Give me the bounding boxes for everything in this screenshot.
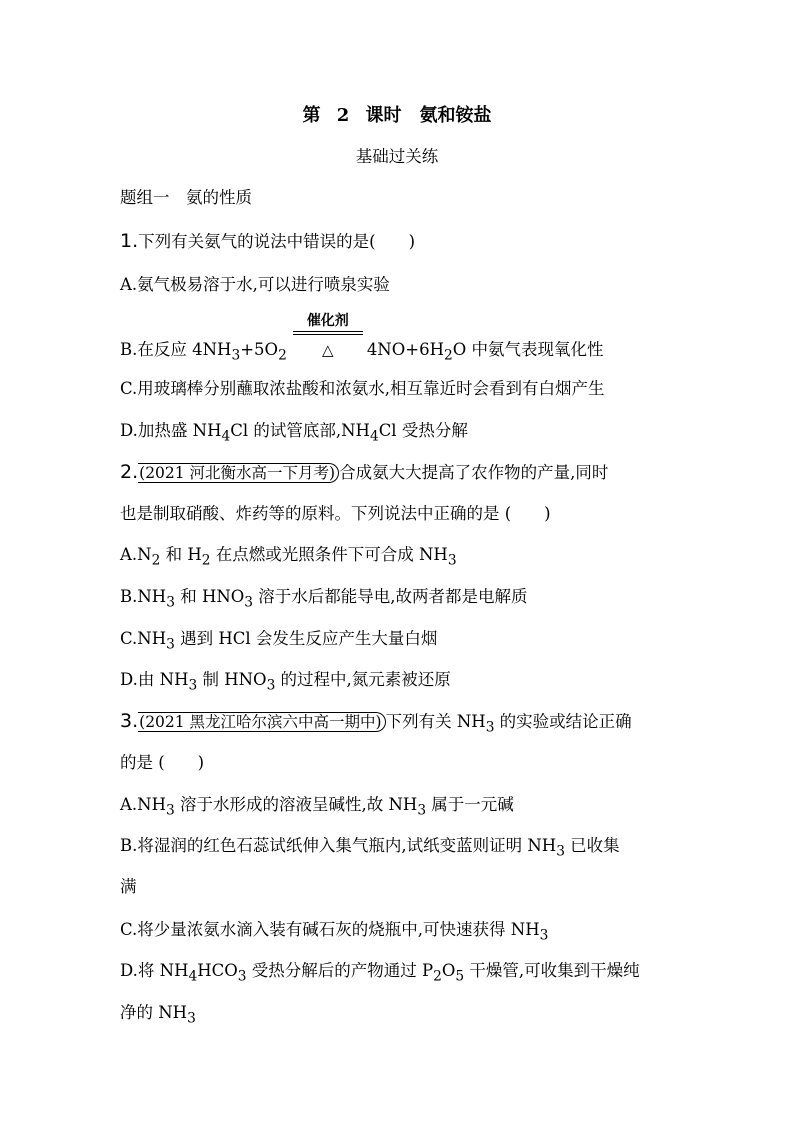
question-2-option-c [120, 628, 437, 655]
q3-d-t1: D.将 NH [120, 961, 189, 980]
option-d-sub-2: 4 [369, 428, 379, 445]
question-2-option-a [120, 544, 457, 571]
q2-b-s1: 3 [166, 594, 175, 611]
question-group-label: 题组一 氨的性质 [120, 188, 252, 207]
reaction-condition [293, 313, 363, 361]
q2-a-t2: 和 H [160, 545, 202, 564]
question-3-option-d-line1 [120, 960, 640, 987]
equation-bar-top [293, 331, 363, 332]
q3-d-s2: 3 [237, 968, 247, 985]
q2-d-t3: 的过程中,氮元素被还原 [275, 670, 451, 689]
question-1-option-a: A.氨气极易溶于水,可以进行喷泉实验 [120, 275, 390, 294]
question-1-option-c: C.用玻璃棒分别蘸取浓盐酸和浓氨水,相互靠近时会看到有白烟产生 [120, 379, 605, 398]
question-1-answer-blank: ( ) [369, 232, 416, 251]
q3-b-s1: 3 [556, 843, 565, 860]
q2-d-t2: 制 HNO [197, 670, 267, 689]
q3-d-s3: 2 [433, 968, 442, 985]
q2-a-t1: A.N [120, 545, 152, 564]
question-1-option-d [120, 420, 468, 447]
q3-d-s4: 5 [455, 968, 465, 985]
question-3-stem-line1 [120, 710, 632, 738]
option-b-sub-1: 3 [231, 347, 241, 364]
question-1-number: 1. [120, 230, 139, 252]
q2-d-s2: 3 [266, 677, 276, 694]
q2-d-t1: D.由 NH [120, 670, 189, 689]
q3-d-t5: 干燥管,可收集到干燥纯 [464, 961, 640, 980]
question-3-answer-blank: ( ) [158, 753, 205, 772]
q2-a-s1: 2 [151, 552, 161, 569]
question-1-text: 下列有关氨气的说法中错误的是 [138, 232, 370, 251]
q3-d-s1: 4 [188, 968, 198, 985]
q3-d-t6: 净的 NH [120, 1003, 188, 1022]
option-d-sub-1: 4 [221, 428, 231, 445]
section-subtitle: 基础过关练 [355, 147, 439, 166]
option-b-text-1: B.在反应 4NH [120, 340, 232, 359]
q3-stem-t3: 的是 [120, 753, 153, 772]
equation-bar-bottom [293, 334, 363, 335]
question-3-source: (2021 黑龙江哈尔滨六中高一期中) [138, 712, 385, 732]
option-b-text-3: 4NO+6H [366, 340, 444, 359]
question-2-source: (2021 河北衡水高一下月考) [138, 463, 339, 483]
q3-stem-s1: 3 [485, 719, 495, 736]
option-b-text-2: +5O [240, 340, 279, 359]
option-d-text-3: Cl 受热分解 [378, 421, 468, 440]
question-2-stem-line2 [120, 503, 551, 525]
q3-a-s1: 3 [166, 802, 175, 819]
q2-c-t2: 遇到 HCl 会发生反应产生大量白烟 [174, 629, 438, 648]
q3-d-s5: 3 [187, 1010, 196, 1027]
question-2-answer-blank: ( ) [504, 504, 551, 523]
q3-b-t2: 已收集 [564, 836, 620, 855]
option-b-sub-3: 2 [444, 347, 453, 364]
q3-d-t3: 受热分解后的产物通过 P [246, 961, 434, 980]
question-3-option-b-line1 [120, 835, 620, 862]
question-2-option-d [120, 669, 451, 696]
heat-symbol: △ [322, 341, 334, 359]
q3-stem-t2: 的实验或结论正确 [494, 712, 632, 731]
question-2-text-2: 也是制取硝酸、炸药等的原料。下列说法中正确的是 [120, 504, 500, 523]
question-2-text-1: 合成氨大大提高了农作物的产量,同时 [339, 463, 609, 482]
question-1-option-b [120, 313, 604, 366]
question-3-number: 3. [120, 710, 139, 732]
q2-c-t1: C.NH [120, 629, 167, 648]
question-3-option-a [120, 794, 514, 821]
option-b-text-4: O 中氨气表现氧化性 [452, 340, 604, 359]
q2-c-s1: 3 [166, 636, 175, 653]
catalyst-label: 催化剂 [306, 313, 349, 329]
q2-d-s1: 3 [188, 677, 198, 694]
page-title: 第 2 课时 氨和铵盐 [302, 105, 492, 126]
question-2-stem-line1 [120, 461, 608, 484]
q2-a-t3: 在点燃或光照条件下可合成 NH [210, 545, 448, 564]
q2-b-t3: 溶于水后都能导电,故两者都是电解质 [253, 587, 528, 606]
q3-c-s1: 3 [539, 927, 549, 944]
option-b-sub-2: 2 [278, 347, 287, 364]
q3-a-t3: 属于一元碱 [426, 795, 514, 814]
q3-b-t1: B.将湿润的红色石蕊试纸伸入集气瓶内,试纸变蓝则证明 NH [120, 836, 557, 855]
question-2-number: 2. [120, 461, 139, 483]
q2-b-t1: B.NH [120, 587, 167, 606]
question-3-option-d-line2 [120, 1002, 196, 1029]
option-d-text-2: Cl 的试管底部,NH [230, 421, 370, 440]
q2-a-s2: 2 [201, 552, 211, 569]
q3-c-t1: C.将少量浓氨水滴入装有碱石灰的烧瓶中,可快速获得 NH [120, 920, 540, 939]
q2-b-s2: 3 [244, 594, 254, 611]
q2-a-s3: 3 [447, 552, 457, 569]
q3-d-t4: O [441, 961, 456, 980]
question-3-option-c [120, 919, 548, 946]
question-3-option-b-line2: 满 [120, 877, 137, 896]
q3-a-t1: A.NH [120, 795, 166, 814]
question-1-stem [120, 230, 415, 253]
question-3-stem-line2 [120, 752, 204, 774]
q3-stem-t1: 下列有关 NH [385, 712, 486, 731]
option-d-text-1: D.加热盛 NH [120, 421, 222, 440]
question-2-option-b [120, 586, 528, 613]
q3-d-t2: HCO [197, 961, 238, 980]
q3-a-t2: 溶于水形成的溶液呈碱性,故 NH [174, 795, 418, 814]
q2-b-t2: 和 HNO [174, 587, 245, 606]
q3-a-s2: 3 [417, 802, 427, 819]
